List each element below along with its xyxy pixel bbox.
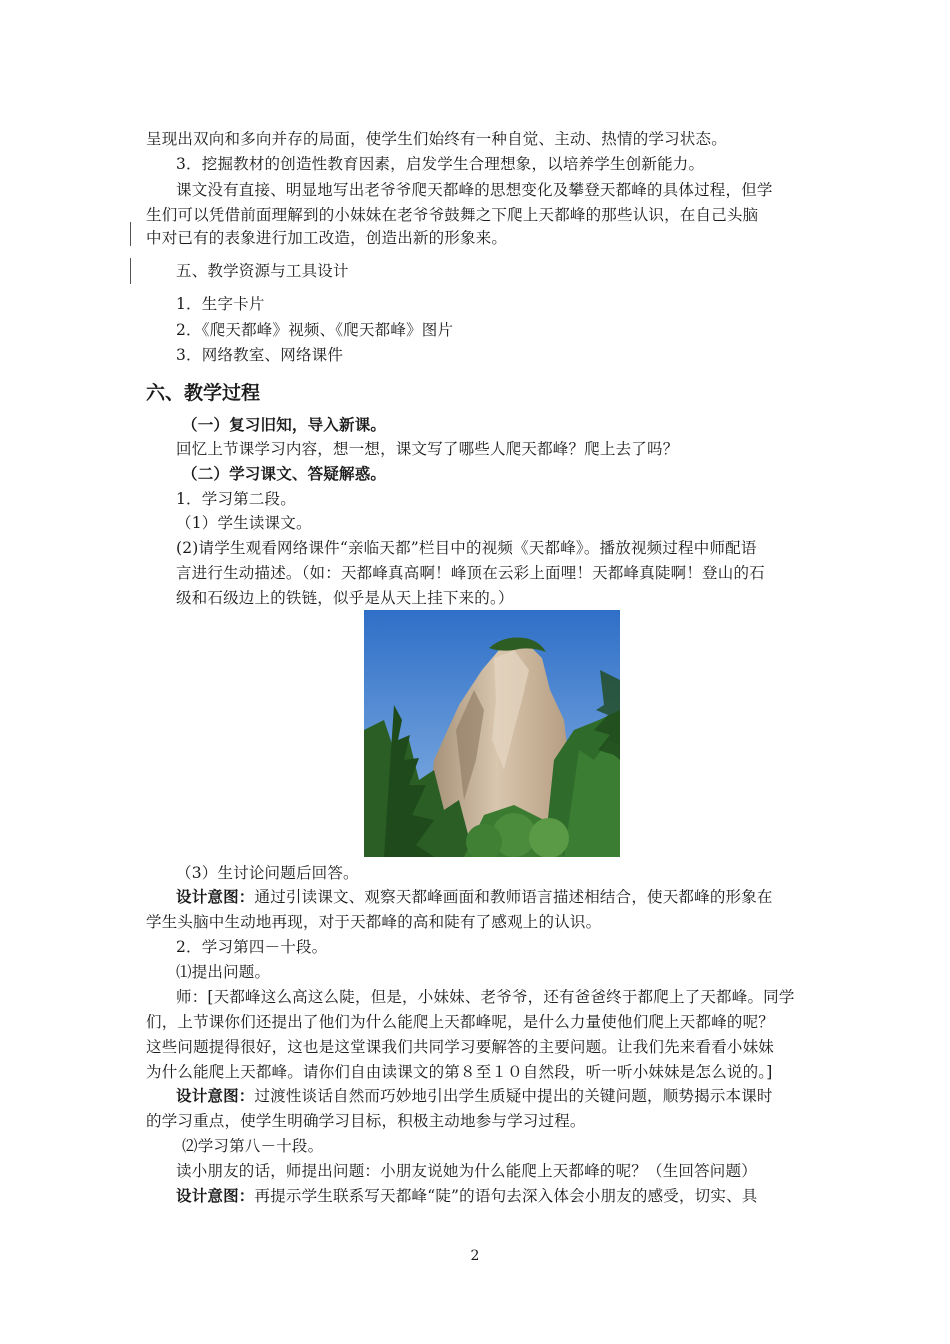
list-item: 3．网络教室、网络课件: [176, 346, 344, 364]
design-intent: [176, 886, 773, 908]
paragraph-line: 1．学习第二段。: [176, 490, 296, 508]
paragraph-line: 2．学习第四－十段。: [176, 938, 328, 956]
paragraph-line: 言进行生动描述。（如：天都峰真高啊！峰顶在云彩上面哩！天都峰真陡啊！登山的石: [176, 564, 765, 582]
design-intent-label: 设计意图：: [176, 1087, 255, 1105]
paragraph-line: 回忆上节课学习内容，想一想，课文写了哪些人爬天都峰？爬上去了吗？: [176, 440, 679, 458]
paragraph-line: (2)请学生观看网络课件“亲临天都”栏目中的视频《天都峰》。播放视频过程中师配语: [176, 539, 757, 557]
paragraph-line: 生们可以凭借前面理解到的小妹妹在老爷爷鼓舞之下爬上天都峰的那些认识，在自己头脑: [146, 206, 759, 224]
paragraph-line: 的学习重点，使学生明确学习目标，积极主动地参与学习过程。: [146, 1112, 586, 1130]
paragraph-line: 3．挖掘教材的创造性教育因素，启发学生合理想象，以培养学生创新能力。: [176, 155, 705, 173]
paragraph-line: 读小朋友的话，师提出问题：小朋友说她为什么能爬上天都峰的呢？（生回答问题）: [176, 1162, 757, 1180]
design-intent: [176, 1085, 773, 1107]
design-intent-label: 设计意图：: [176, 888, 255, 906]
list-item: 1．生字卡片: [176, 295, 265, 313]
design-intent: [176, 1185, 757, 1207]
subheading: （二）学习课文、答疑解惑。: [182, 464, 387, 483]
paragraph-line: 课文没有直接、明显地写出老爷爷爬天都峰的思想变化及攀登天都峰的具体过程，但学: [176, 181, 773, 199]
paragraph-line: 师：[天都峰这么高这么陡，但是，小妹妹、老爷爷，还有爸爸终于都爬上了天都峰。同学: [176, 988, 795, 1006]
page-number: 2: [470, 1248, 480, 1264]
paragraph-line: 为什么能爬上天都峰。请你们自由读课文的第８至１０自然段，听一听小妹妹是怎么说的。]: [146, 1063, 773, 1081]
mountain-photo-icon: [364, 610, 620, 857]
section-heading: 六、教学过程: [146, 382, 261, 404]
section-title: 五、教学资源与工具设计: [176, 262, 349, 280]
design-intent-text: 再提示学生联系写天都峰“陡”的语句去深入体会小朋友的感受，切实、具: [254, 1187, 758, 1205]
paragraph-line: （3）生讨论问题后回答。: [176, 864, 359, 882]
paragraph-line: 学生头脑中生动地再现，对于天都峰的高和陡有了感观上的认识。: [146, 913, 602, 931]
paragraph-line: （1）学生读课文。: [176, 514, 312, 532]
paragraph-line: ⑴提出问题。: [176, 963, 271, 981]
design-intent-label: 设计意图：: [176, 1187, 255, 1205]
paragraph-line: ⑵学习第八－十段。: [182, 1137, 324, 1155]
list-item: 2．《爬天都峰》视频、《爬天都峰》图片: [176, 321, 454, 339]
mountain-photo: [364, 610, 620, 857]
design-intent-text: 通过引读课文、观察天都峰画面和教师语言描述相结合，使天都峰的形象在: [254, 888, 773, 906]
subheading: （一）复习旧知，导入新课。: [182, 415, 387, 434]
paragraph-line: 中对已有的表象进行加工改造，创造出新的形象来。: [146, 229, 508, 247]
design-intent-text: 过渡性谈话自然而巧妙地引出学生质疑中提出的关键问题，顺势揭示本课时: [254, 1087, 773, 1105]
paragraph-line: 们，上节课你们还提出了他们为什么能爬上天都峰呢，是什么力量使他们爬上天都峰的呢？: [146, 1013, 775, 1031]
paragraph-line: 呈现出双向和多向并存的局面，使学生们始终有一种自觉、主动、热情的学习状态。: [146, 130, 727, 148]
paragraph-line: 级和石级边上的铁链，似乎是从天上挂下来的。）: [176, 589, 514, 607]
revision-bar: [130, 258, 131, 284]
revision-bar: [130, 222, 131, 246]
paragraph-line: 这些问题提得很好，这也是这堂课我们共同学习要解答的主要问题。让我们先来看看小妹妹: [146, 1038, 775, 1056]
